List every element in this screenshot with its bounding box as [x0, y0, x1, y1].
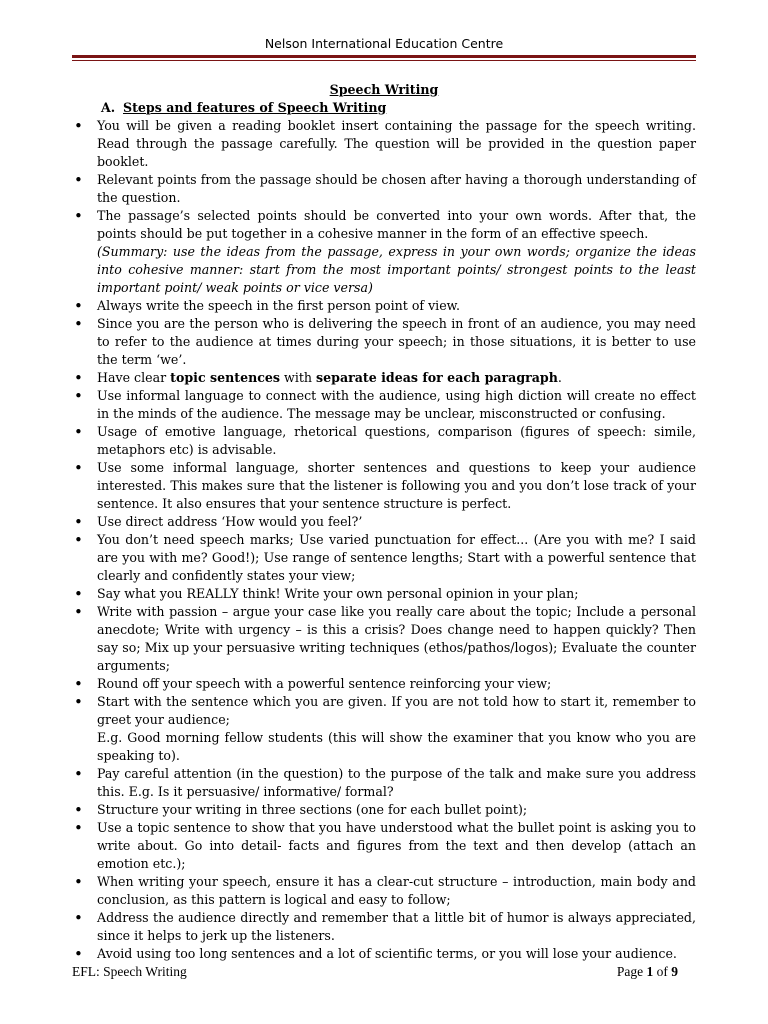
page-word: Page: [616, 964, 644, 979]
header-rule-thick: [72, 55, 696, 58]
list-item: [72, 873, 696, 909]
list-item-text: You will be given a reading booklet insert containing the passage for the speech writing. Read through the passage carefully. The question will be provided in the question paper booklet.: [97, 118, 696, 169]
list-item: [72, 801, 696, 819]
page-number: [617, 964, 678, 980]
list-item: [72, 387, 696, 423]
list-item-text: Address the audience directly and remember that a little bit of humor is always appreciated, since it helps to jerk up the listeners.: [97, 910, 696, 943]
summary-note: (Summary: use the ideas from the passage, express in your own words; organize the ideas into cohesive manner: start from the most important points/ strongest points to the least important point/ weak points or vice versa): [97, 244, 696, 295]
list-item: [72, 819, 696, 873]
list-item: [72, 693, 696, 765]
list-item-text: Start with the sentence which you are given. If you are not told how to start it, remember to greet your audience;: [97, 694, 696, 727]
total-pages: 9: [671, 964, 678, 979]
list-item-text: Say what you REALLY think! Write your own personal opinion in your plan;: [97, 586, 579, 601]
list-item: [72, 585, 696, 603]
list-item-text: Use informal language to connect with the audience, using high diction will create no effect in the minds of the audience. The message may be unclear, misconstructed or confusing.: [97, 388, 696, 421]
list-item-text: Relevant points from the passage should be chosen after having a thorough understanding of the question.: [97, 172, 696, 205]
section-heading: [101, 99, 696, 117]
list-item: [72, 945, 696, 963]
bullet-list: [72, 117, 696, 963]
list-item-text: Avoid using too long sentences and a lot of scientific terms, or you will lose your audience.: [97, 946, 677, 961]
list-item-text: Round off your speech with a powerful sentence reinforcing your view;: [97, 676, 552, 691]
list-item-text: When writing your speech, ensure it has a clear-cut structure – introduction, main body and conclusion, as this pattern is logical and easy to follow;: [97, 874, 696, 907]
page-header: Nelson International Education Centre: [264, 36, 504, 51]
list-item-text: Use direct address ‘How would you feel?’: [97, 514, 363, 529]
list-item-text: Use some informal language, shorter sentences and questions to keep your audience interested. This makes sure that the listener is following you and you don’t lose track of your sentence. It also ensures that your sentence structure is perfect.: [97, 460, 696, 511]
list-item-text: Write with passion – argue your case like you really care about the topic; Include a personal anecdote; Write with urgency – is this a crisis? Does change need to happen quickly? Then say so; Mix up your persuasive writing techniques (ethos/pathos/logos); Evaluate the counter arguments;: [97, 604, 696, 673]
list-item-text: The passage’s selected points should be converted into your own words. After that, the points should be put together in a cohesive manner in the form of an effective speech.: [97, 208, 696, 241]
example-line: E.g. Good morning fellow students (this will show the examiner that you know who you are speaking to).: [97, 730, 696, 763]
section-label: A.: [101, 100, 116, 115]
list-item: [72, 297, 696, 315]
section-title: Steps and features of Speech Writing: [123, 100, 387, 115]
list-item: [72, 531, 696, 585]
bold-phrase: separate ideas for each paragraph: [316, 370, 558, 385]
list-item-text: .: [557, 370, 562, 385]
list-item: [72, 369, 696, 387]
list-item: [72, 603, 696, 675]
bold-phrase: topic sentences: [170, 370, 281, 385]
list-item: [72, 909, 696, 945]
current-page: 1: [646, 964, 654, 979]
list-item: [72, 315, 696, 369]
footer-title: EFL: Speech Writing: [72, 964, 187, 979]
list-item: [72, 171, 696, 207]
document-title: Speech Writing: [329, 82, 439, 97]
list-item: [72, 207, 696, 297]
list-item: [72, 513, 696, 531]
list-item: [72, 117, 696, 171]
list-item: [72, 423, 696, 459]
header-rule-thin: [72, 60, 696, 61]
list-item-text: Use a topic sentence to show that you have understood what the bullet point is asking you to write about. Go into detail- facts and figures from the text and then develop (attach an emotion etc.);: [97, 820, 696, 871]
list-item: [72, 675, 696, 693]
list-item-text: Pay careful attention (in the question) to the purpose of the talk and make sure you address this. E.g. Is it persuasive/ informative/ formal?: [97, 766, 696, 799]
list-item-text: Have clear: [97, 370, 171, 385]
list-item-text: with: [280, 370, 317, 385]
of-word: of: [656, 964, 668, 979]
list-item-text: Structure your writing in three sections (one for each bullet point);: [97, 802, 528, 817]
list-item-text: Usage of emotive language, rhetorical questions, comparison (figures of speech: simile, metaphors etc) is advisable.: [97, 424, 696, 457]
list-item-text: Always write the speech in the first person point of view.: [97, 298, 460, 313]
list-item-text: Since you are the person who is delivering the speech in front of an audience, you may need to refer to the audience at times during your speech; in those situations, it is better to use the term ‘we’.: [97, 316, 696, 367]
list-item-text: You don’t need speech marks; Use varied punctuation for effect... (Are you with me? I said are you with me? Good!); Use range of sentence lengths; Start with a powerful sentence that clearly and confidently states your view;: [97, 532, 696, 583]
document-body: [72, 81, 696, 963]
list-item: [72, 765, 696, 801]
list-item: [72, 459, 696, 513]
